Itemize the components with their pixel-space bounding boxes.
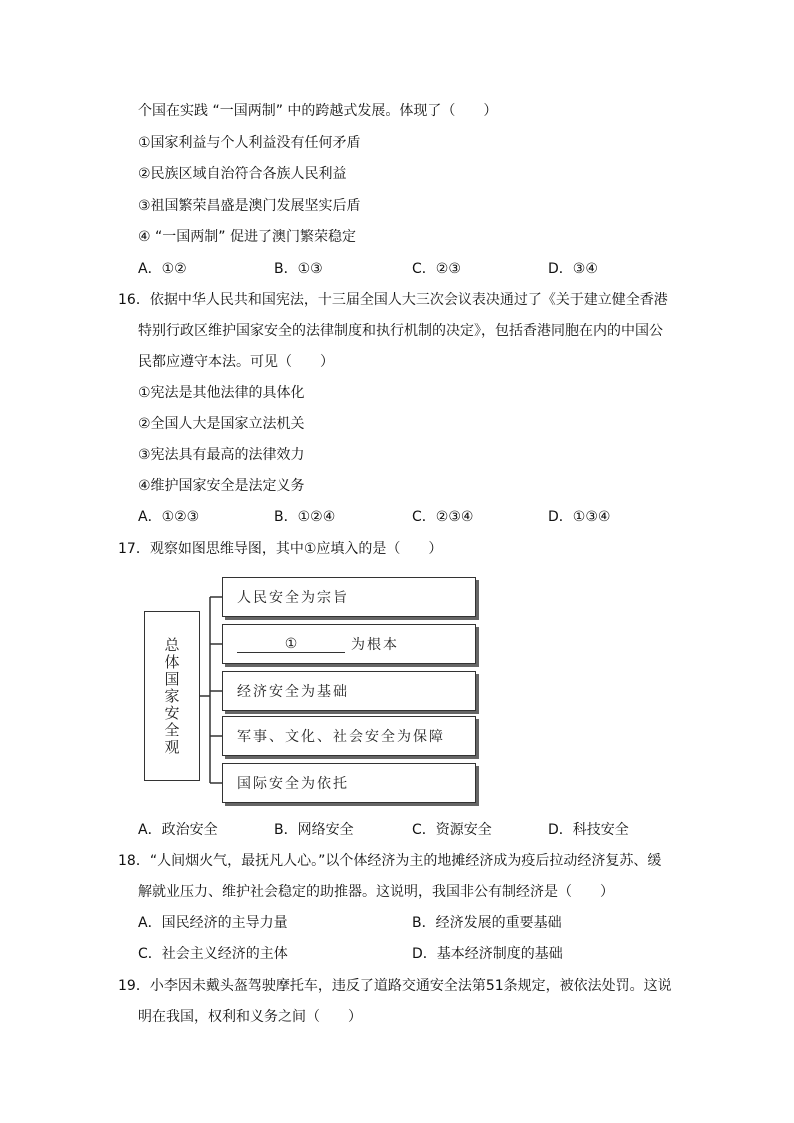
q19-stem-line-2: 明在我国，权利和义务之间（ ） — [138, 1009, 362, 1025]
q16-stem-line-2: 特别行政区维护国家安全的法律制度和执行机制的决定》，包括香港同胞在内的中国公 — [138, 323, 663, 339]
q17-option-a: A．政治安全 — [138, 822, 218, 838]
q15-item-4: ④ “一国两制” 促进了澳门繁荣稳定 — [138, 229, 356, 245]
mind-map-diagram — [144, 573, 480, 807]
mind-map-branch-1 — [222, 577, 476, 617]
q18-option-d: D．基本经济制度的基础 — [412, 946, 563, 962]
q17-option-d: D．科技安全 — [548, 822, 629, 838]
q18-stem-line-2: 解就业压力、维护社会稳定的助推器。这说明，我国非公有制经济是（ ） — [138, 884, 614, 900]
mind-map-branch-2 — [222, 624, 476, 664]
q15-stem-tail: 个国在实践 “一国两制” 中的跨越式发展。体现了（ ） — [138, 103, 498, 119]
mind-map-branch-4 — [222, 716, 476, 756]
mind-map-root-box — [144, 611, 200, 781]
q15-item-2: ②民族区域自治符合各族人民利益 — [138, 166, 347, 182]
q17-stem: 17．观察如图思维导图，其中①应填入的是（ ） — [118, 541, 443, 557]
mind-map-root-label: 总体国家安全观 — [162, 636, 181, 756]
blank-marker: ① — [237, 636, 345, 653]
q16-item-1: ①宪法是其他法律的具体化 — [138, 385, 305, 401]
q16-option-b: B．①②④ — [274, 509, 336, 525]
q19-stem-line-1: 19．小李因未戴头盔驾驶摩托车，违反了道路交通安全法第51条规定，被依法处罚。这说 — [118, 978, 672, 994]
q18-option-b: B．经济发展的重要基础 — [412, 915, 562, 931]
q16-stem-line-3: 民都应遵守本法。可见（ ） — [138, 354, 334, 370]
q15-option-a: A．①② — [138, 261, 187, 277]
mind-map-branch-5 — [222, 763, 476, 803]
branch-4-label: 军事、文化、社会安全为保障 — [237, 729, 445, 745]
q15-item-1: ①国家利益与个人利益没有任何矛盾 — [138, 135, 361, 151]
branch-3-label: 经济安全为基础 — [237, 684, 349, 700]
branch-1-label: 人民安全为宗旨 — [237, 590, 349, 606]
branch-5-label: 国际安全为依托 — [237, 776, 349, 792]
q16-item-4: ④维护国家安全是法定义务 — [138, 478, 305, 494]
q16-option-c: C．②③④ — [412, 509, 474, 525]
branch-2-label: 为根本 — [351, 637, 399, 653]
q17-option-b: B．网络安全 — [274, 822, 354, 838]
q16-item-2: ②全国人大是国家立法机关 — [138, 416, 305, 432]
q16-stem-line-1: 16．依据中华人民共和国宪法，十三届全国人大三次会议表决通过了《关于建立健全香港 — [118, 292, 668, 308]
q15-option-c: C．②③ — [412, 261, 461, 277]
q15-item-3: ③祖国繁荣昌盛是澳门发展坚实后盾 — [138, 198, 361, 214]
q16-item-3: ③宪法具有最高的法律效力 — [138, 447, 305, 463]
mind-map-branch-3 — [222, 671, 476, 711]
q15-option-d: D．③④ — [548, 261, 598, 277]
q17-option-c: C．资源安全 — [412, 822, 492, 838]
q16-option-a: A．①②③ — [138, 509, 200, 525]
q18-option-c: C．社会主义经济的主体 — [138, 946, 288, 962]
q16-option-d: D．①③④ — [548, 509, 611, 525]
q15-option-b: B．①③ — [274, 261, 323, 277]
q18-option-a: A．国民经济的主导力量 — [138, 915, 288, 931]
q18-stem-line-1: 18．“人间烟火气，最抚凡人心。”以个体经济为主的地摊经济成为疫后拉动经济复苏、缓 — [118, 853, 662, 869]
